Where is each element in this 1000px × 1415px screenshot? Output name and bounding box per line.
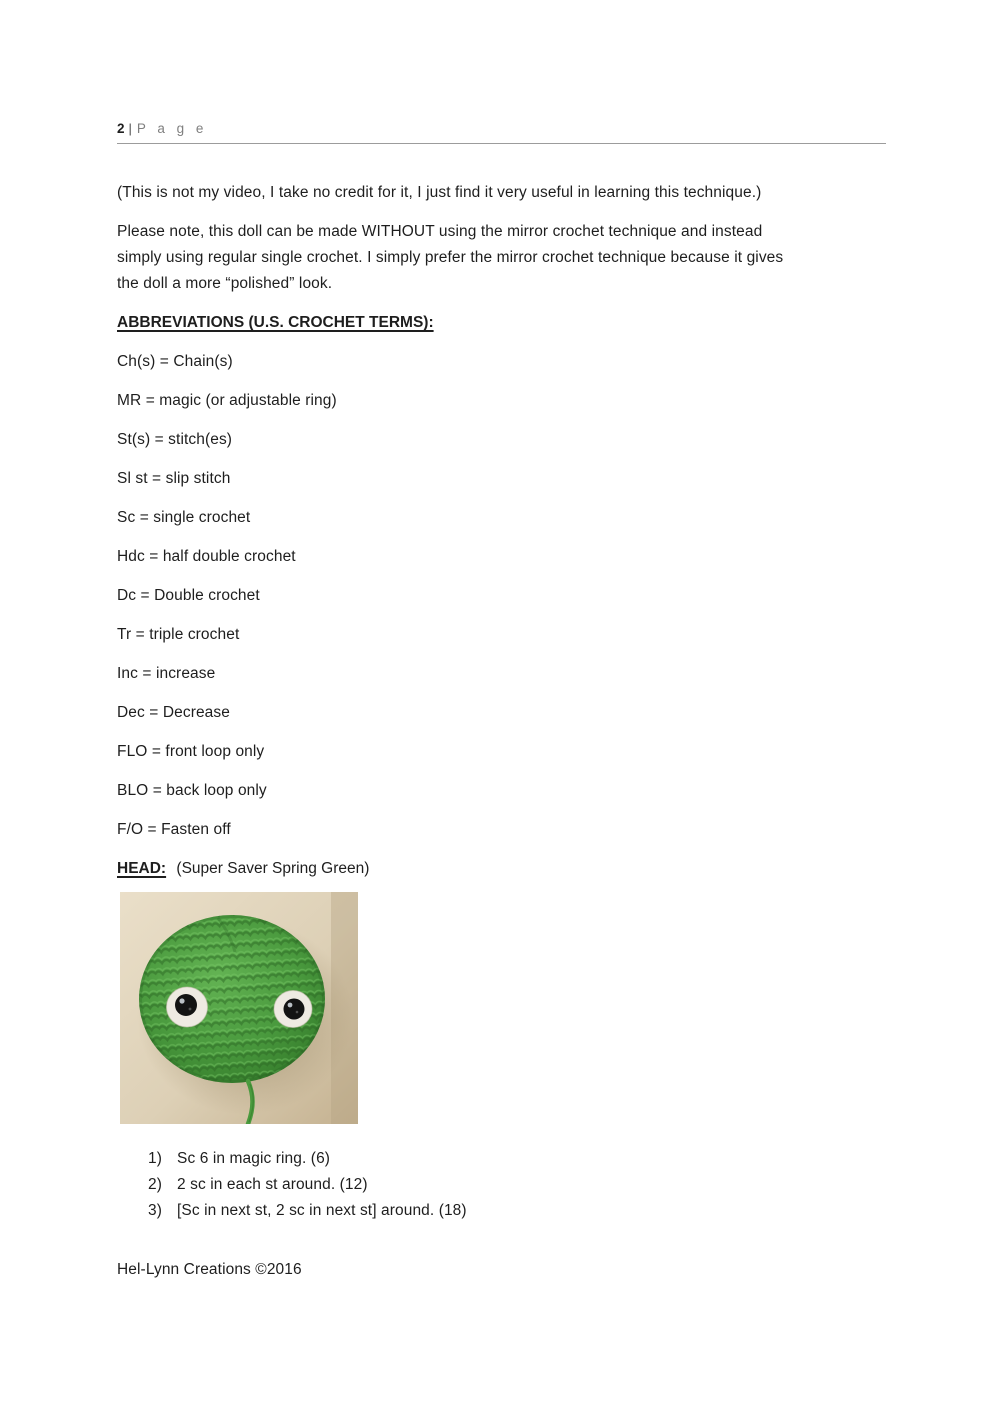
abbr-item-front-loop-only: FLO = front loop only <box>117 743 265 760</box>
abbr-item-slip-stitch: Sl st = slip stitch <box>117 470 231 487</box>
step-text: 2 sc in each st around. (12) <box>177 1176 368 1193</box>
footer-credit: Hel-Lynn Creations ©2016 <box>117 1261 302 1278</box>
running-header <box>117 121 886 144</box>
abbr-item-half-double-crochet: Hdc = half double crochet <box>117 548 296 565</box>
step-row-2 <box>148 1172 886 1198</box>
abbr-item-triple-crochet: Tr = triple crochet <box>117 626 240 643</box>
head-section-heading <box>117 856 886 882</box>
abbreviations-heading: ABBREVIATIONS (U.S. CROCHET TERMS): <box>117 314 434 331</box>
right-pupil <box>284 999 305 1020</box>
page-label: P a g e <box>136 121 208 136</box>
abbr-item-magic-ring: MR = magic (or adjustable ring) <box>117 392 337 409</box>
step-number: 1) <box>148 1150 162 1167</box>
header-separator: | <box>128 121 132 136</box>
step-number: 3) <box>148 1202 162 1219</box>
video-disclaimer-paragraph: (This is not my video, I take no credit for it, I just find it very useful in learning this technique.) <box>117 184 762 201</box>
abbr-item-back-loop-only: BLO = back loop only <box>117 782 267 799</box>
step-row-3 <box>148 1198 886 1224</box>
step-number: 2) <box>148 1176 162 1193</box>
abbr-item-increase: Inc = increase <box>117 665 216 682</box>
crochet-head-photo <box>120 892 358 1124</box>
abbr-item-stitch: St(s) = stitch(es) <box>117 431 233 448</box>
abbreviations-list <box>117 349 886 843</box>
step-text: Sc 6 in magic ring. (6) <box>177 1150 331 1167</box>
technique-note-line-1: Please note, this doll can be made WITHOUT using the mirror crochet technique and instead <box>117 223 763 240</box>
abbr-item-decrease: Dec = Decrease <box>117 704 230 721</box>
abbr-item-double-crochet: Dc = Double crochet <box>117 587 260 604</box>
abbr-item-fasten-off: F/O = Fasten off <box>117 821 231 838</box>
head-instruction-steps <box>148 1146 886 1224</box>
technique-note-line-3: the doll a more “polished” look. <box>117 275 333 292</box>
head-yarn-note: (Super Saver Spring Green) <box>176 860 370 877</box>
technique-note-paragraph <box>117 219 886 297</box>
left-pupil <box>175 994 197 1016</box>
step-row-1 <box>148 1146 886 1172</box>
right-eye <box>274 991 312 1028</box>
crochet-head-photo-svg <box>120 892 358 1124</box>
technique-note-line-2: simply using regular single crochet. I simply prefer the mirror crochet technique because it gives <box>117 249 784 266</box>
page-number: 2 <box>117 121 125 136</box>
step-text: [Sc in next st, 2 sc in next st] around. (18) <box>177 1202 467 1219</box>
head-title: HEAD: <box>117 860 167 877</box>
abbr-item-single-crochet: Sc = single crochet <box>117 509 251 526</box>
page-content <box>117 121 886 1283</box>
left-eye <box>167 987 208 1027</box>
abbr-item-chain: Ch(s) = Chain(s) <box>117 353 233 370</box>
